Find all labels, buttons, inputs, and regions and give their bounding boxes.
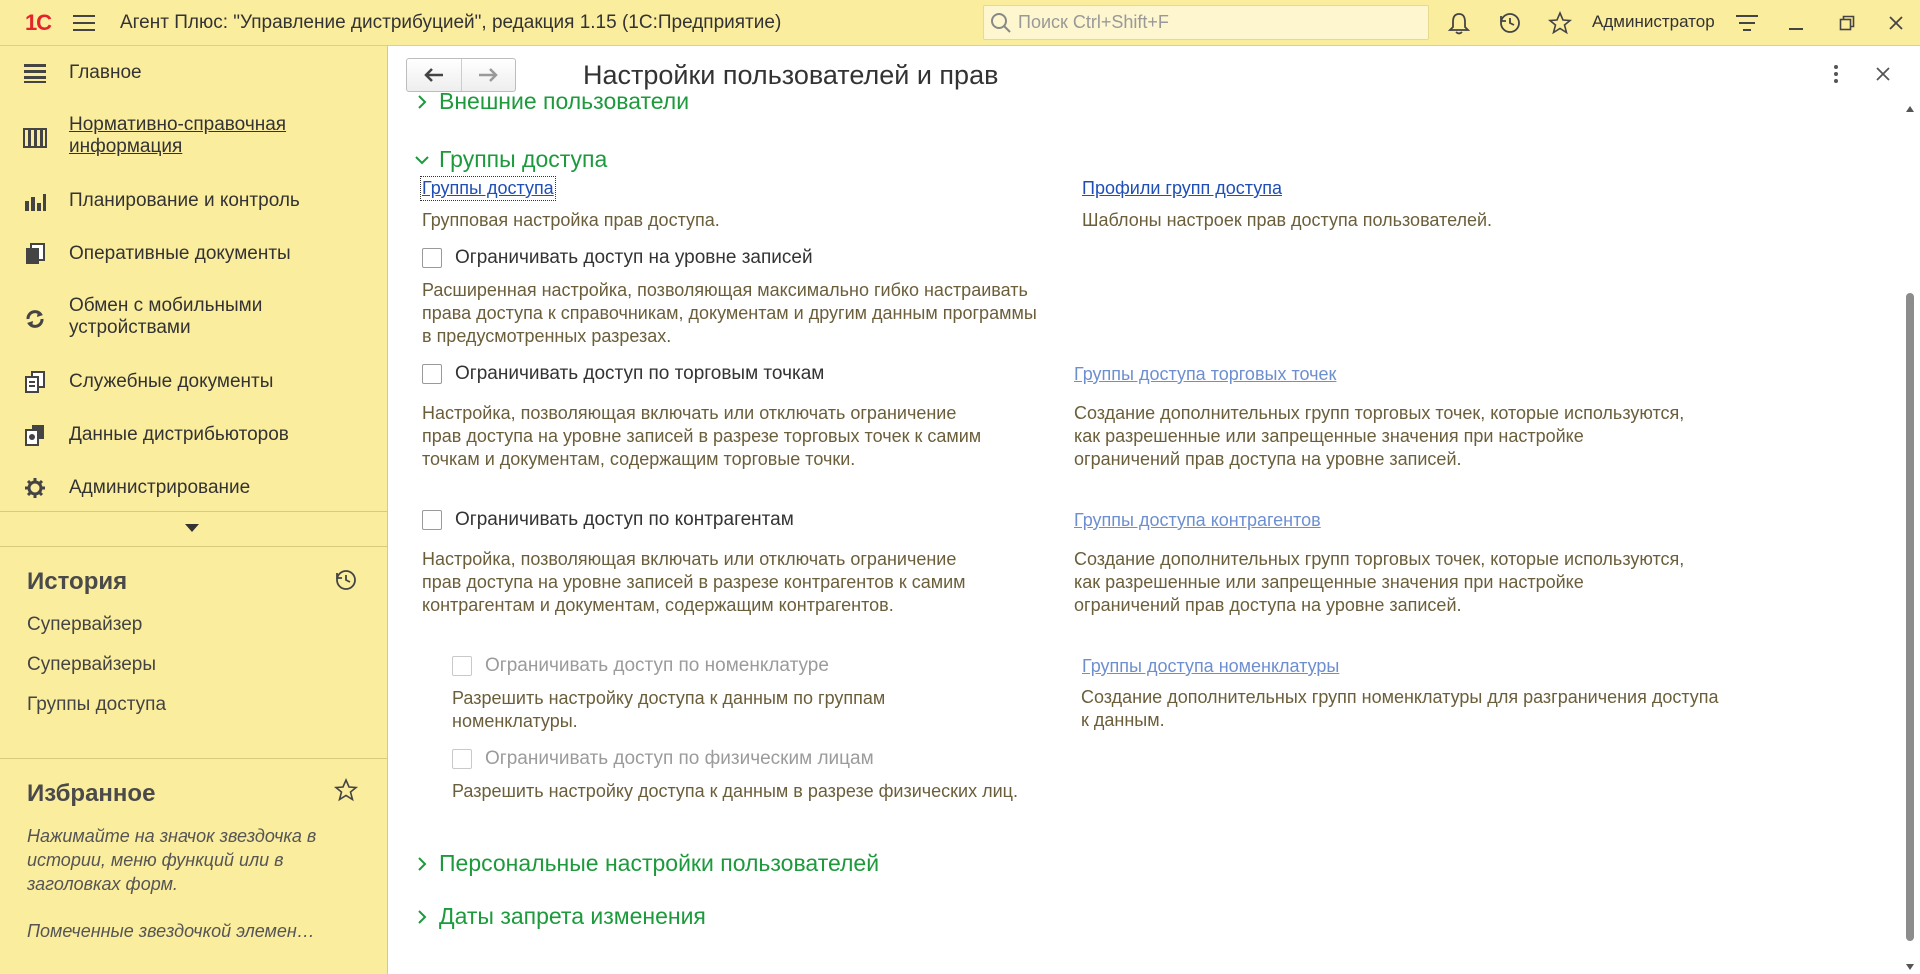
favorites-hint-2: Помеченные звездочкой элемен… — [27, 921, 315, 941]
nomenclature-groups-desc: Создание дополнительных групп номенклатуры для разграничения доступа к данным. — [1081, 687, 1719, 730]
individuals-checkbox[interactable]: Ограничивать доступ по физическим лицам — [452, 748, 874, 770]
history-title: История — [27, 568, 128, 595]
sidebar-item-label: Данные дистрибьюторов — [69, 424, 289, 445]
chevron-right-icon — [411, 853, 433, 875]
chevron-right-icon — [411, 91, 433, 113]
scroll-up-arrow-icon[interactable] — [1906, 106, 1914, 112]
search-placeholder: Поиск Ctrl+Shift+F — [1018, 12, 1169, 32]
sidebar-item-label: Планирование и контроль — [69, 190, 300, 211]
star-icon — [1548, 11, 1572, 35]
group-change-ban-dates[interactable]: Даты запрета изменения — [411, 903, 706, 930]
checkbox-box[interactable] — [452, 749, 472, 769]
close-icon — [1888, 15, 1904, 31]
favorites-panel-button[interactable] — [334, 778, 358, 807]
more-actions-button[interactable] — [1826, 62, 1846, 86]
sidebar-item-label: Нормативно-справочная информация — [69, 114, 287, 157]
history-item[interactable]: Группы доступа — [27, 694, 167, 715]
star-icon — [334, 778, 358, 802]
form-title: Настройки пользователей и прав — [583, 60, 999, 90]
sidebar-divider — [0, 511, 388, 512]
restore-icon — [1839, 15, 1855, 31]
expand-sections-arrow-icon[interactable] — [185, 524, 199, 532]
app-title: Агент Плюс: "Управление дистрибуцией", редакция 1.15 (1С:Предприятие) — [120, 11, 782, 33]
checkbox-box[interactable] — [422, 510, 442, 530]
rls-desc: Расширенная настройка, позволяющая максимально гибко настраивать права доступа к справочникам, документам и другим данным программы в предусмотренных разрезах. — [422, 280, 1037, 346]
contractors-desc: Настройка, позволяющая включать или отключать ограничение прав доступа на уровне записей в разрезе контрагентов к самим контрагентам и документам, содержащим контрагентов. — [422, 549, 966, 615]
settings-menu-button[interactable] — [1727, 0, 1767, 46]
arrow-left-icon — [423, 67, 445, 83]
bell-icon — [1448, 11, 1470, 35]
sidebar-item-label: Обмен с мобильными устройствами — [69, 295, 263, 338]
rls-checkbox[interactable]: Ограничивать доступ на уровне записей — [422, 247, 813, 269]
sidebar-item-mobile-exchange[interactable] — [0, 295, 388, 343]
app-logo[interactable]: 1С — [24, 9, 52, 35]
main-menu-button[interactable] — [64, 0, 104, 46]
access-groups-desc: Групповая настройка прав доступа. — [422, 210, 720, 230]
close-window-button[interactable] — [1876, 0, 1916, 46]
checkbox-box[interactable] — [422, 364, 442, 384]
scroll-down-arrow-icon[interactable] — [1906, 964, 1914, 970]
favorites-title: Избранное — [27, 780, 156, 807]
contractors-checkbox[interactable]: Ограничивать доступ по контрагентам — [422, 509, 794, 531]
history-icon — [1498, 11, 1522, 35]
sidebar-divider — [0, 758, 388, 759]
nomenclature-groups-link[interactable]: Группы доступа номенклатуры — [1082, 656, 1340, 676]
outlets-groups-link[interactable]: Группы доступа торговых точек — [1074, 364, 1337, 384]
group-external-users[interactable]: Внешние пользователи — [411, 88, 689, 115]
access-groups-link[interactable]: Группы доступа — [422, 178, 554, 198]
forward-button[interactable] — [461, 59, 515, 91]
grid-book-icon — [22, 125, 48, 151]
minimize-button[interactable] — [1776, 0, 1816, 46]
nav-buttons — [406, 58, 516, 92]
title-bar — [0, 0, 1920, 46]
sidebar-item-service-docs[interactable] — [0, 369, 388, 399]
search-input[interactable] — [983, 5, 1429, 40]
individuals-desc: Разрешить настройку доступа к данным в разрезе физических лиц. — [452, 781, 1018, 801]
history-icon — [334, 568, 358, 592]
distributors-icon — [22, 422, 48, 448]
sidebar-item-main[interactable] — [0, 60, 388, 90]
history-item[interactable]: Супервайзеры — [27, 654, 156, 675]
outlets-groups-desc: Создание дополнительных групп торговых точек, которые используются, как разрешенные или запрещенные значения при настройке ограничений прав доступа на уровне записей. — [1074, 403, 1685, 469]
sync-icon — [22, 306, 48, 332]
profiles-desc: Шаблоны настроек прав доступа пользователей. — [1082, 210, 1493, 230]
sidebar-item-reference[interactable] — [0, 114, 388, 162]
scroll-thumb[interactable] — [1906, 293, 1914, 941]
checkbox-box[interactable] — [452, 656, 472, 676]
close-form-button[interactable] — [1871, 62, 1895, 86]
vertical-scrollbar[interactable] — [1900, 104, 1920, 974]
outlets-checkbox[interactable]: Ограничивать доступ по торговым точкам — [422, 363, 824, 385]
gear-icon — [22, 475, 48, 501]
documents-icon — [22, 241, 48, 267]
sidebar-item-label: Служебные документы — [69, 371, 274, 392]
user-name[interactable]: Администратор — [1592, 12, 1715, 31]
form-content — [389, 88, 1900, 974]
sidebar-item-distributors[interactable] — [0, 422, 388, 452]
restore-button[interactable] — [1827, 0, 1867, 46]
nomenclature-checkbox[interactable]: Ограничивать доступ по номенклатуре — [452, 655, 829, 677]
contractors-groups-link[interactable]: Группы доступа контрагентов — [1074, 510, 1321, 530]
sidebar-item-operational-docs[interactable] — [0, 241, 388, 271]
back-button[interactable] — [407, 59, 461, 91]
settings-lines-icon — [1736, 14, 1758, 32]
history-panel-button[interactable] — [334, 568, 358, 597]
favorites-hint: Нажимайте на значок звездочка в истории, меню функций или в заголовках форм. — [27, 826, 317, 894]
chevron-right-icon — [411, 906, 433, 928]
history-button[interactable] — [1490, 0, 1530, 46]
sidebar-item-label: Оперативные документы — [69, 243, 291, 264]
sidebar-divider — [0, 546, 388, 547]
profiles-link[interactable]: Профили групп доступа — [1082, 178, 1282, 198]
outlets-desc: Настройка, позволяющая включать или отключать ограничение прав доступа на уровне записей в разрезе торговых точек к самим точкам и документам, содержащим торговые точки. — [422, 403, 982, 469]
sidebar-item-label: Администрирование — [69, 477, 251, 498]
close-icon — [1875, 66, 1891, 82]
hamburger-icon — [73, 14, 95, 32]
chevron-down-icon — [411, 149, 433, 171]
bar-chart-icon — [22, 188, 48, 214]
sidebar-item-label: Главное — [69, 62, 142, 83]
checkbox-box[interactable] — [422, 248, 442, 268]
sections-panel — [0, 46, 388, 974]
notifications-button[interactable] — [1439, 0, 1479, 46]
favorites-button[interactable] — [1540, 0, 1580, 46]
minimize-icon — [1788, 15, 1804, 31]
search-icon — [990, 12, 1012, 34]
list-icon — [22, 60, 48, 86]
sidebar-item-planning[interactable] — [0, 188, 388, 218]
group-access-groups[interactable]: Группы доступа — [411, 146, 607, 173]
more-vertical-icon — [1833, 64, 1839, 84]
arrow-right-icon — [477, 67, 499, 83]
group-personal-settings[interactable]: Персональные настройки пользователей — [411, 850, 879, 877]
history-item[interactable]: Супервайзер — [27, 614, 143, 635]
contractors-groups-desc: Создание дополнительных групп торговых точек, которые используются, как разрешенные или запрещенные значения при настройке ограничений прав доступа на уровне записей. — [1074, 549, 1685, 615]
sidebar-item-administration[interactable] — [0, 475, 388, 505]
form-area — [389, 46, 1920, 974]
nomenclature-desc: Разрешить настройку доступа к данным по группам номенклатуры. — [452, 688, 886, 731]
service-docs-icon — [22, 369, 48, 395]
